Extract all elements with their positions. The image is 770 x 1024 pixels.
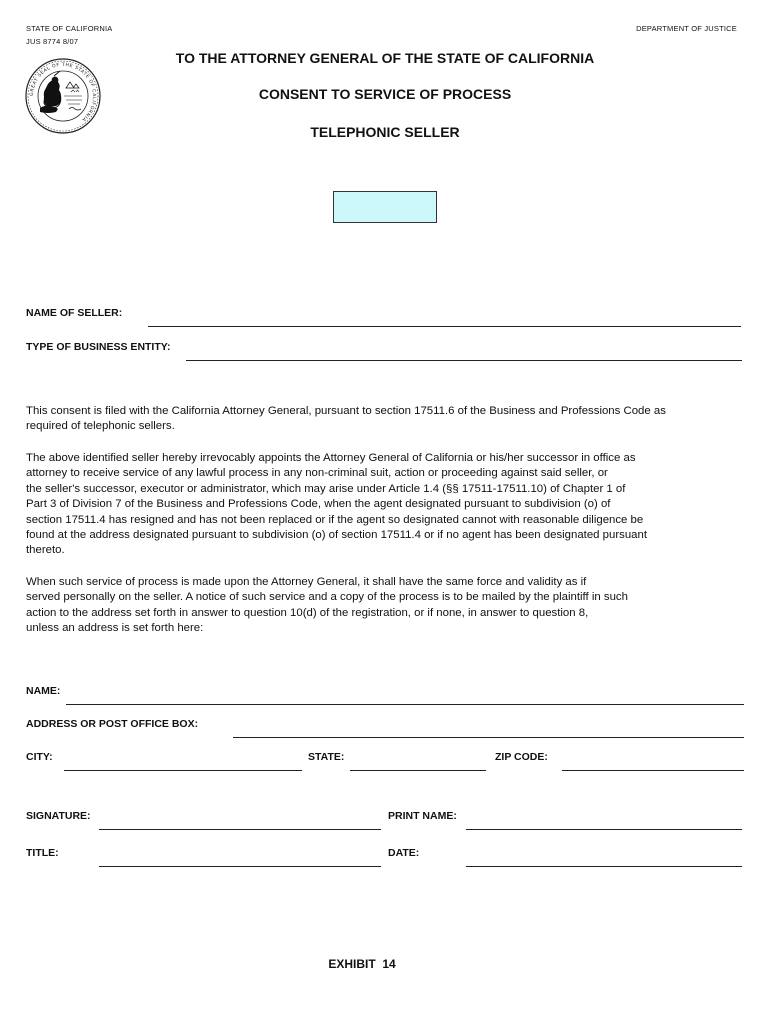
paragraph-line: Part 3 of Division 7 of the Business and Professions Code, when the agent designated pursuant to subdivision (o) of [26,498,611,511]
department-label: DEPARTMENT OF JUSTICE [636,24,737,33]
consent-paragraph [26,404,741,435]
date-label: DATE: [388,847,420,859]
appointment-paragraph [26,451,741,559]
business-entity-label: TYPE OF BUSINESS ENTITY: [26,341,171,353]
title-label: TITLE: [26,847,59,859]
seal-ring-text: GREAT SEAL OF THE STATE OF CALIFORNIA [29,62,97,122]
name-label: NAME: [26,685,61,697]
registration-number-box[interactable] [333,191,437,223]
signature-label: SIGNATURE: [26,810,91,822]
paragraph-line: This consent is filed with the California Attorney General, pursuant to section 17511.6 of the Business and Professions Code as [26,405,666,417]
city-label: CITY: [26,751,53,763]
city-field[interactable] [64,770,302,771]
address-label: ADDRESS OR POST OFFICE BOX: [26,718,199,730]
title-telephonic-seller: TELEPHONIC SELLER [310,124,460,140]
exhibit-label: EXHIBIT 14 [328,957,396,971]
service-paragraph [26,575,741,637]
print-name-label: PRINT NAME: [388,810,457,822]
name-field[interactable] [66,704,744,705]
paragraph-line: The above identified seller hereby irrevocably appoints the Attorney General of California or his/her successor in office as [26,452,636,464]
print-name-field[interactable] [466,829,742,830]
zip-code-label: ZIP CODE: [495,751,548,763]
state-label: STATE: [308,751,345,763]
address-field[interactable] [233,737,744,738]
paragraph-line: attorney to receive service of any lawful process in any non-criminal suit, action or proceeding against said seller, or [26,467,608,480]
paragraph-line: thereto. [26,544,65,557]
paragraph-line: the seller's successor, executor or administrator, which may arise under Article 1.4 (§§ 17511-17511.10) of Chapter 1 of [26,482,626,495]
paragraph-line: action to the address set forth in answer to question 10(d) of the registration, or if none, in answer to question 8, [26,606,589,619]
signature-field[interactable] [99,829,381,830]
paragraph-line: section 17511.4 has resigned and has not been replaced or if the agent so designated cannot with reasonable diligence be [26,513,644,526]
state-label: STATE OF CALIFORNIA [26,24,113,33]
business-entity-field[interactable] [186,360,742,361]
paragraph-line: required of telephonic sellers. [26,420,175,433]
title-attorney-general: TO THE ATTORNEY GENERAL OF THE STATE OF CALIFORNIA [175,50,595,66]
zip-code-field[interactable] [562,770,744,771]
title-consent: CONSENT TO SERVICE OF PROCESS [258,86,512,102]
date-field[interactable] [466,866,742,867]
seller-name-field[interactable] [148,326,741,327]
paragraph-line: served personally on the seller. A notice of such service and a copy of the process is to be mailed by the plaintiff in such [26,591,628,604]
paragraph-line: found at the address designated pursuant to subdivision (o) of section 17511.4 or if no agent has been designated pursuant [26,529,648,542]
form-id: JUS 8774 8/07 [26,37,79,46]
paragraph-line: When such service of process is made upon the Attorney General, it shall have the same force and validity as if [26,576,587,588]
seller-name-label: NAME OF SELLER: [26,307,123,319]
title-field[interactable] [99,866,381,867]
paragraph-line: unless an address is set forth here: [26,622,204,635]
state-field[interactable] [350,770,486,771]
